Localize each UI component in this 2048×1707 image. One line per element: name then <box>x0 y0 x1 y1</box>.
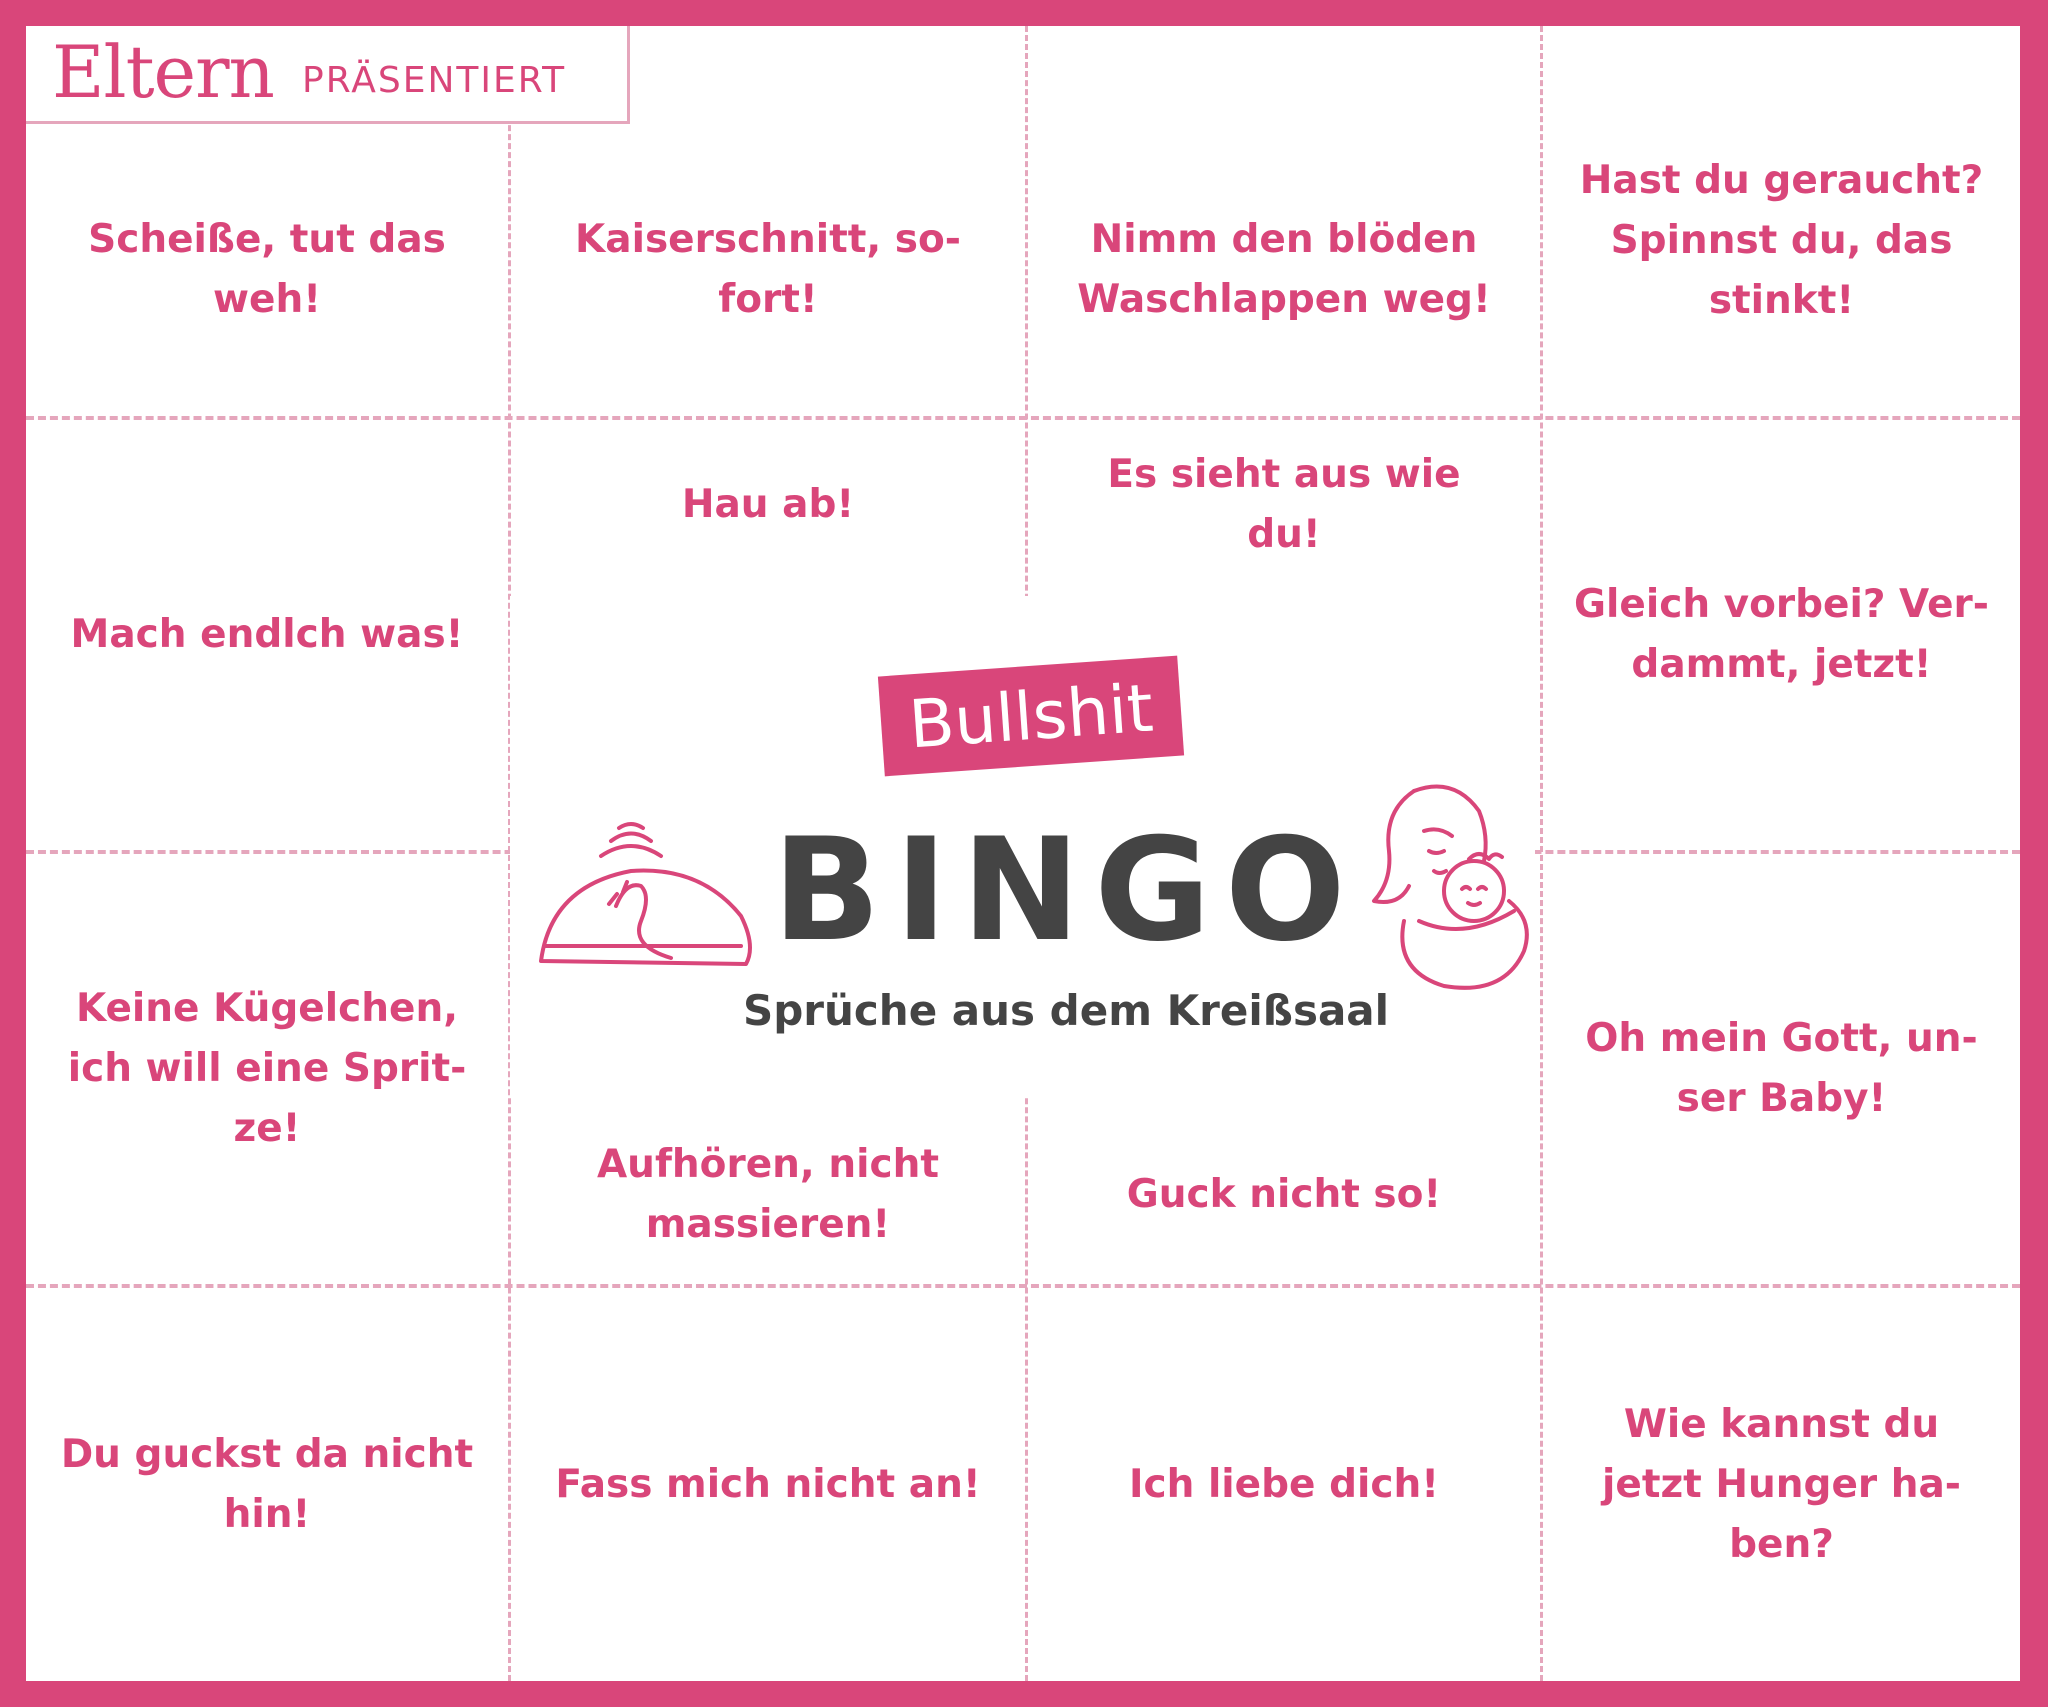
bingo-title: BINGO <box>772 808 1360 973</box>
eltern-logo: Eltern <box>52 30 274 114</box>
bingo-cell: Du guckst da nicht hin! <box>60 1431 474 1537</box>
bingo-card <box>26 26 2020 1681</box>
bingo-cell: Hau ab! <box>681 482 855 527</box>
bingo-cell: Kaiserschnitt, so- fort! <box>575 217 961 322</box>
presents-label: PRÄSENTIERT <box>302 60 567 101</box>
bingo-cell: Mach endlch was! <box>70 612 464 657</box>
bingo-cell: Aufhören, nicht massieren! <box>597 1142 939 1247</box>
bingo-cell: Oh mein Gott, un- ser Baby! <box>1585 1016 1978 1121</box>
bingo-cell: Ich liebe dich! <box>1128 1461 1440 1507</box>
bingo-cell: Wie kannst du jetzt Hunger ha- ben? <box>1602 1401 1961 1567</box>
bingo-cell: Scheiße, tut das weh! <box>88 217 446 322</box>
bingo-cell: Nimm den blöden Waschlappen weg! <box>1077 217 1491 322</box>
mother-and-baby-illustration-icon <box>1344 771 1544 1011</box>
bingo-cell: Es sieht aus wie du! <box>1107 452 1461 557</box>
eltern-logo-box <box>26 26 630 124</box>
bingo-cell: Fass mich nicht an! <box>555 1461 981 1507</box>
cow-illustration-icon <box>531 796 761 976</box>
bullshit-badge: Bullshit <box>878 656 1184 777</box>
bingo-cell: Hast du geraucht? Spinnst du, das stinkt! <box>1579 158 1984 323</box>
bingo-cell: Gleich vorbei? Ver- dammt, jetzt! <box>1574 582 1989 687</box>
bingo-cell: Keine Kügelchen, ich will eine Sprit- ze! <box>67 986 467 1151</box>
bingo-cell: Guck nicht so! <box>1126 1172 1442 1217</box>
bingo-subtitle: Sprüche aus dem Kreißsaal <box>742 986 1390 1035</box>
